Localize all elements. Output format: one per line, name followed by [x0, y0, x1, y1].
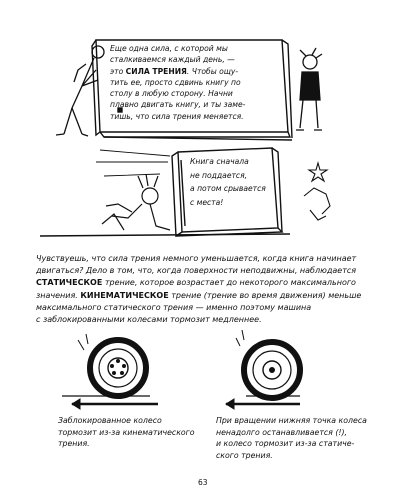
caption-line: и колесо тормозит из-за статиче-: [216, 439, 355, 448]
arrow-left-icon: [226, 399, 300, 409]
panel1-line: плавно двигать книгу, и ты заме-: [110, 100, 246, 110]
caption-line: ненадолго останавливается (!),: [216, 427, 348, 437]
page-number: 63: [198, 478, 208, 487]
arrow-left-icon: [72, 399, 158, 409]
panel2-line: с места!: [190, 197, 224, 207]
panel1-line: сталкиваемся каждый день, —: [110, 55, 235, 65]
star-icon: [304, 163, 330, 220]
panel2-line: а потом срывается: [190, 184, 266, 193]
caption-left: [58, 415, 208, 450]
body-line: с заблокированными колесами тормозит медленнее.: [36, 315, 262, 325]
rotating-wheel-illustration: [236, 330, 300, 398]
locked-wheel-illustration: [62, 334, 150, 396]
panel2-text: [190, 155, 280, 209]
panel1-line: Еще одна сила, с которой мы: [110, 44, 228, 53]
panel1-line: тить ее, просто сдвинь книгу по: [110, 77, 241, 87]
panel2-line: Книга сначала: [190, 157, 249, 166]
caption-line: Заблокированное колесо: [58, 416, 162, 425]
panel1-text-span: это: [110, 66, 126, 76]
friction-term: СИЛА ТРЕНИЯ: [125, 66, 187, 76]
body-line: двигаться? Дело в том, что, когда поверхности неподвижны, наблюдается: [36, 266, 357, 276]
boy-standing-illustration: [296, 48, 322, 130]
kinetic-friction-term: КИНЕМАТИЧЕСКОЕ: [80, 290, 169, 300]
panel2-line: не поддается,: [190, 170, 248, 180]
caption-line: тормозит из-за кинематического: [58, 427, 195, 437]
caption-line: трения.: [58, 439, 90, 448]
panel1-line: [110, 66, 282, 77]
body-line: максимального статического трения — именно поэтому машина: [36, 302, 312, 312]
panel1-line: столу в любую сторону. Начни: [110, 89, 233, 99]
body-line: [36, 277, 381, 289]
body-line: [36, 290, 381, 302]
caption-right: [216, 415, 376, 461]
body-text-span: трение (трение во время движения) меньше: [168, 290, 362, 300]
body-paragraph: [36, 253, 381, 326]
kid-falling-illustration: [102, 174, 170, 230]
caption-line: При вращении нижняя точка колеса: [216, 416, 367, 425]
body-text-span: значения.: [36, 290, 81, 300]
caption-line: ского трения.: [216, 450, 273, 460]
panel1-text-span: . Чтобы ощу-: [186, 66, 239, 76]
body-text-span: трение, которое возрастает до некоторого максимального: [102, 278, 356, 288]
body-line: Чувствуешь, что сила трения немного уменьшается, когда книга начинает: [36, 254, 357, 263]
panel1-line: тишь, что сила трения меняется.: [110, 111, 244, 121]
static-friction-term: СТАТИЧЕСКОЕ: [36, 278, 103, 288]
panel1-text: [110, 43, 282, 122]
